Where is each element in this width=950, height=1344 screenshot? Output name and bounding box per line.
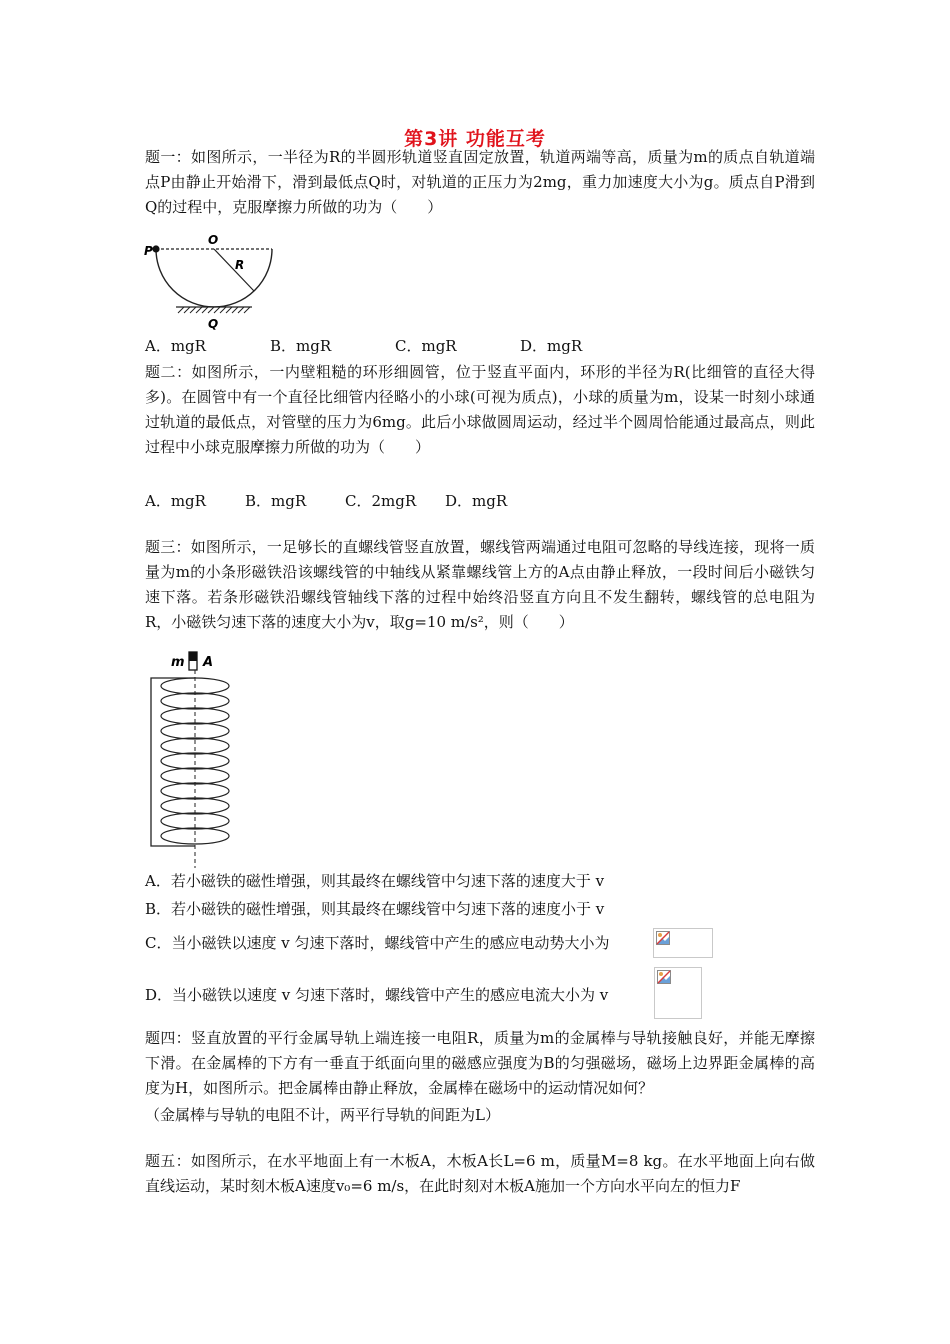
question-4-note: （金属棒与导轨的电阻不计，两平行导轨的间距为L） bbox=[145, 1106, 500, 1124]
broken-image-icon bbox=[656, 931, 670, 945]
q1-option-b[interactable]: B．mgR bbox=[270, 337, 332, 355]
label-q: Q bbox=[208, 317, 219, 331]
q1-option-d[interactable]: D．mgR bbox=[520, 337, 583, 355]
connecting-wire bbox=[151, 678, 195, 846]
ground-hatch bbox=[178, 307, 250, 313]
magnet-pole bbox=[189, 652, 197, 661]
question-5-text: 题五：如图所示，在水平地面上有一木板A，木板A长L=6 m，质量M=8 kg。在水平地面上向右做直线运动，某时刻木板A速度v₀=6 m/s，在此时刻对木板A施加一个方向水平向左的恒力F bbox=[145, 1152, 815, 1195]
q3-option-d-formula-image bbox=[654, 967, 702, 1019]
q2-option-b[interactable]: B．mgR bbox=[245, 492, 307, 510]
label-a: A bbox=[203, 655, 214, 670]
question-1-text: 题一：如图所示，一半径为R的半圆形轨道竖直固定放置，轨道两端等高，质量为m的质点自轨道端点P由静止开始滑下，滑到最低点Q时，对轨道的正压力为2mg，重力加速度大小为g。质点自P滑到Q的过程中，克服摩擦力所做的功为（ ） bbox=[145, 148, 815, 216]
q3-option-b[interactable]: B．若小磁铁的磁性增强，则其最终在螺线管中匀速下落的速度小于 v bbox=[145, 900, 605, 918]
q3-option-c-formula-image bbox=[653, 928, 713, 958]
q1-option-a[interactable]: A．mgR bbox=[145, 337, 206, 355]
label-m: m bbox=[171, 655, 185, 670]
question-3-text: 题三：如图所示，一足够长的直螺线管竖直放置，螺线管两端通过电阻可忽略的导线连接，现将一质量为m的小条形磁铁沿该螺线管的中轴线从紧靠螺线管上方的A点由静止释放，一段时间后小磁铁匀速下落。若条形磁铁沿螺线管轴线下落的过程中始终沿竖直方向且不发生翻转，螺线管的总电阻为R，小磁铁匀速下落的速度大小为v，取g=10 m/s²，则（ ） bbox=[145, 538, 815, 631]
q3-option-d[interactable]: D．当小磁铁以速度 v 匀速下落时，螺线管中产生的感应电流大小为 v bbox=[145, 986, 609, 1004]
point-p-dot bbox=[152, 245, 159, 252]
q3-option-c[interactable]: C．当小磁铁以速度 v 匀速下落时，螺线管中产生的感应电动势大小为 bbox=[145, 934, 610, 952]
q2-option-a[interactable]: A．mgR bbox=[145, 492, 206, 510]
q1-option-c[interactable]: C．mgR bbox=[395, 337, 457, 355]
question-2-options bbox=[145, 491, 507, 511]
semicircle-track-figure bbox=[140, 232, 280, 334]
question-4-text: 题四：竖直放置的平行金属导轨上端连接一电阻R，质量为m的金属棒与导轨接触良好，并能无摩擦下滑。在金属棒的下方有一垂直于纸面向里的磁感应强度为B的匀强磁场，磁场上边界距金属棒的高度为H，如图所示。把金属棒由静止释放，金属棒在磁场中的运动情况如何？ bbox=[145, 1029, 815, 1097]
question-2-text: 题二：如图所示，一内壁粗糙的环形细圆管，位于竖直平面内，环形的半径为R(比细管的直径大得多)。在圆管中有一个直径比细管内径略小的小球(可视为质点)，小球的质量为m，设某一时刻小球通过轨道的最低点，对管壁的压力为6mg。此后小球做圆周运动，经过半个圆周恰能通过最高点，则此过程中小球克服摩擦力所做的功为（ ） bbox=[145, 363, 815, 456]
q2-option-c[interactable]: C．2mgR bbox=[345, 492, 417, 510]
label-o: O bbox=[208, 233, 219, 247]
question-1-options bbox=[145, 336, 582, 356]
radius-line bbox=[214, 249, 254, 291]
label-p: P bbox=[144, 244, 153, 258]
track-arc bbox=[156, 249, 272, 307]
solenoid-figure bbox=[145, 648, 245, 872]
broken-image-icon bbox=[657, 970, 671, 984]
q3-option-a[interactable]: A．若小磁铁的磁性增强，则其最终在螺线管中匀速下落的速度大于 v bbox=[145, 872, 605, 890]
label-r: R bbox=[235, 258, 245, 272]
q2-option-d[interactable]: D．mgR bbox=[445, 492, 508, 510]
page-title: 第3讲 功能互考 bbox=[404, 128, 546, 150]
